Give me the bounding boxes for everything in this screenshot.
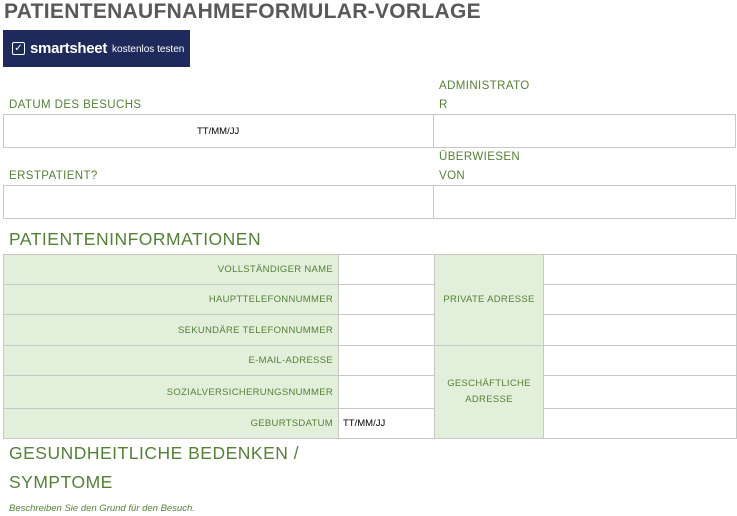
administrator-label-line2: R — [439, 99, 448, 111]
first-patient-label: ERSTPATIENT? — [9, 170, 98, 182]
table-row — [4, 376, 737, 409]
business-address-field-1[interactable] — [544, 346, 737, 376]
email-field[interactable] — [339, 346, 435, 376]
private-address-label: PRIVATE ADRESSE — [435, 255, 544, 346]
referred-by-label-line2: VON — [439, 170, 466, 182]
visit-date-field[interactable] — [3, 114, 434, 148]
smartsheet-logo-banner[interactable] — [3, 30, 190, 67]
logo-brand-text: smartsheet — [30, 40, 108, 57]
administrator-label-line1: ADMINISTRATO — [439, 80, 530, 92]
private-address-field-2[interactable] — [544, 285, 737, 315]
main-phone-field[interactable] — [339, 285, 435, 315]
business-address-field-2[interactable] — [544, 376, 737, 409]
patient-info-table — [3, 254, 737, 439]
business-address-label-line2: ADRESSE — [465, 394, 513, 405]
business-address-label — [435, 346, 544, 439]
main-phone-label: HAUPTTELEFONNUMMER — [4, 285, 339, 315]
page-title: PATIENTENAUFNAHMEFORMULAR-VORLAGE — [4, 0, 481, 23]
business-address-field-3[interactable] — [544, 409, 737, 439]
private-address-field-1[interactable] — [544, 255, 737, 285]
table-row — [4, 255, 737, 285]
social-security-label: SOZIALVERSICHERUNGSNUMMER — [4, 376, 339, 409]
health-concerns-heading-line2: SYMPTOME — [9, 472, 113, 492]
full-name-field[interactable] — [339, 255, 435, 285]
secondary-phone-label: SEKUNDÄRE TELEFONNUMMER — [4, 315, 339, 346]
visit-date-label: DATUM DES BESUCHS — [9, 99, 142, 111]
administrator-field[interactable] — [433, 114, 736, 148]
table-row — [4, 346, 737, 376]
full-name-label: VOLLSTÄNDIGER NAME — [4, 255, 339, 285]
patient-info-heading: PATIENTENINFORMATIONEN — [9, 229, 262, 249]
birth-date-label: GEBURTSDATUM — [4, 409, 339, 439]
first-patient-field[interactable] — [3, 185, 434, 219]
health-concerns-heading-line1: GESUNDHEITLICHE BEDENKEN / — [9, 443, 300, 463]
checkmark-icon: ✓ — [12, 42, 25, 55]
referred-by-label-line1: ÜBERWIESEN — [439, 151, 521, 163]
visit-reason-hint: Beschreiben Sie den Grund für den Besuch. — [9, 503, 195, 514]
secondary-phone-field[interactable] — [339, 315, 435, 346]
visit-date-value: TT/MM/JJ — [197, 126, 240, 137]
referred-by-field[interactable] — [433, 185, 736, 219]
logo-tagline: kostenlos testen — [112, 44, 185, 55]
table-row — [4, 315, 737, 346]
birth-date-field[interactable]: TT/MM/JJ — [339, 409, 435, 439]
private-address-field-3[interactable] — [544, 315, 737, 346]
table-row — [4, 285, 737, 315]
table-row — [4, 409, 737, 439]
email-label: E-MAIL-ADRESSE — [4, 346, 339, 376]
social-security-field[interactable] — [339, 376, 435, 409]
business-address-label-line1: GESCHÄFTLICHE — [447, 378, 531, 389]
